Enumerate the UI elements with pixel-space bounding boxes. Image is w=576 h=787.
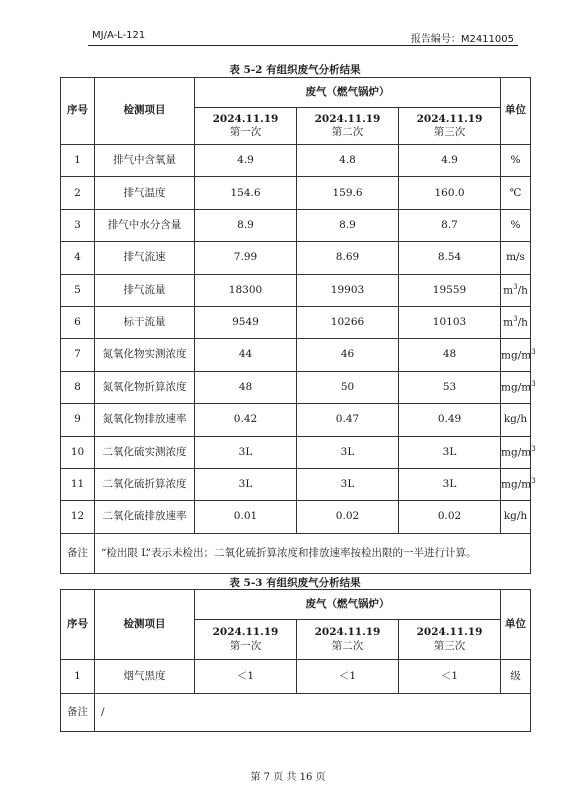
table-row [61, 660, 531, 694]
value-cell: ＜1 [399, 660, 501, 694]
value-cell: 19559 [399, 274, 501, 306]
seq-cell: 10 [61, 436, 95, 468]
unit-cell: kg/h [501, 501, 531, 533]
value-cell: 19903 [297, 274, 399, 306]
value-cell: 8.69 [297, 242, 399, 274]
seq-cell: 12 [61, 501, 95, 533]
seq-cell: 1 [61, 145, 95, 177]
table-row [61, 339, 531, 371]
item-cell: 氮氧化物排放速率 [95, 404, 195, 436]
table2-run-header: 2024.11.19 第一次 [195, 620, 297, 660]
item-cell: 二氧化硫排放速率 [95, 501, 195, 533]
table2-item-header: 检测项目 [95, 590, 195, 660]
item-cell: 二氧化硫折算浓度 [95, 468, 195, 500]
table1-run-header: 2024.11.19 第一次 [195, 108, 297, 145]
table-row [61, 371, 531, 403]
item-cell: 二氧化硫实测浓度 [95, 436, 195, 468]
table-row [61, 209, 531, 241]
report-number: 报告编号：M2411005 [410, 34, 514, 45]
table1-run-header: 2024.11.19 第三次 [399, 108, 501, 145]
table-row [61, 468, 531, 500]
doc-code: MJ/A-L-121 [92, 30, 146, 41]
value-cell: 18300 [195, 274, 297, 306]
item-cell: 排气流速 [95, 242, 195, 274]
seq-cell: 4 [61, 242, 95, 274]
value-cell: 0.01 [195, 501, 297, 533]
seq-cell: 9 [61, 404, 95, 436]
unit-cell: % [501, 209, 531, 241]
item-cell: 排气流量 [95, 274, 195, 306]
seq-cell: 6 [61, 306, 95, 338]
item-cell: 排气温度 [95, 177, 195, 209]
table2-unit-header: 单位 [501, 590, 531, 660]
value-cell: 3L [297, 436, 399, 468]
unit-cell: $m^3/h$ [501, 274, 531, 306]
table-row [61, 436, 531, 468]
table1-group-header: 废气（燃气锅炉） [195, 78, 501, 108]
unit-cell: kg/h [501, 404, 531, 436]
table2 [60, 589, 531, 732]
table-row [61, 177, 531, 209]
table2-seq-header: 序号 [61, 590, 95, 660]
table1-run-header: 2024.11.19 第二次 [297, 108, 399, 145]
unit-cell: % [501, 145, 531, 177]
header-rule [88, 45, 518, 46]
value-cell: 53 [399, 371, 501, 403]
table1-note-label: 备注 [61, 533, 95, 573]
value-cell: 0.02 [399, 501, 501, 533]
value-cell: 3L [399, 468, 501, 500]
item-cell: 排气中含氧量 [95, 145, 195, 177]
unit-cell: m/s [501, 242, 531, 274]
value-cell: 3L [195, 436, 297, 468]
value-cell: 46 [297, 339, 399, 371]
value-cell: 44 [195, 339, 297, 371]
value-cell: 48 [195, 371, 297, 403]
value-cell: 0.49 [399, 404, 501, 436]
table-row [61, 242, 531, 274]
seq-cell: 8 [61, 371, 95, 403]
table1-item-header: 检测项目 [95, 78, 195, 145]
seq-cell: 11 [61, 468, 95, 500]
unit-cell: $m^3/h$ [501, 306, 531, 338]
table1-note-text: “检出限 L”表示未检出；二氧化硫折算浓度和排放速率按检出限的一半进行计算。 [95, 533, 531, 573]
table2-note-label: 备注 [61, 694, 95, 732]
value-cell: 0.42 [195, 404, 297, 436]
value-cell: 8.9 [195, 209, 297, 241]
table1-seq-header: 序号 [61, 78, 95, 145]
unit-cell: $mg/m^3$ [501, 436, 531, 468]
seq-cell: 7 [61, 339, 95, 371]
item-cell: 氮氧化物折算浓度 [95, 371, 195, 403]
value-cell: 10103 [399, 306, 501, 338]
value-cell: 50 [297, 371, 399, 403]
table2-note-text: / [95, 694, 531, 732]
value-cell: 9549 [195, 306, 297, 338]
value-cell: 160.0 [399, 177, 501, 209]
seq-cell: 2 [61, 177, 95, 209]
item-cell: 烟气黑度 [95, 660, 195, 694]
value-cell: 4.9 [399, 145, 501, 177]
seq-cell: 5 [61, 274, 95, 306]
table1-unit-header: 单位 [501, 78, 531, 145]
table-row [61, 501, 531, 533]
value-cell: 0.02 [297, 501, 399, 533]
value-cell: 154.6 [195, 177, 297, 209]
value-cell: 4.8 [297, 145, 399, 177]
table1-title: 表 5-2 有组织废气分析结果 [229, 64, 361, 76]
value-cell: 0.47 [297, 404, 399, 436]
item-cell: 排气中水分含量 [95, 209, 195, 241]
table-row [61, 145, 531, 177]
unit-cell: $mg/m^3$ [501, 371, 531, 403]
value-cell: 10266 [297, 306, 399, 338]
unit-cell: ℃ [501, 177, 531, 209]
table2-run-header: 2024.11.19 第二次 [297, 620, 399, 660]
value-cell: 8.7 [399, 209, 501, 241]
value-cell: 8.54 [399, 242, 501, 274]
seq-cell: 1 [61, 660, 95, 694]
table-row [61, 404, 531, 436]
value-cell: 3L [195, 468, 297, 500]
table1 [60, 77, 536, 574]
value-cell: 159.6 [297, 177, 399, 209]
seq-cell: 3 [61, 209, 95, 241]
item-cell: 标干流量 [95, 306, 195, 338]
value-cell: 4.9 [195, 145, 297, 177]
value-cell: 3L [399, 436, 501, 468]
table2-run-header: 2024.11.19 第三次 [399, 620, 501, 660]
value-cell: ＜1 [297, 660, 399, 694]
unit-cell: $mg/m^3$ [501, 339, 531, 371]
item-cell: 氮氧化物实测浓度 [95, 339, 195, 371]
table2-group-header: 废气（燃气锅炉） [195, 590, 501, 620]
unit-cell: 级 [501, 660, 531, 694]
table-row [61, 306, 531, 338]
value-cell: ＜1 [195, 660, 297, 694]
page-number: 第 7 页 共 16 页 [250, 772, 326, 783]
unit-cell: $mg/m^3$ [501, 468, 531, 500]
table-row [61, 274, 531, 306]
value-cell: 3L [297, 468, 399, 500]
value-cell: 48 [399, 339, 501, 371]
value-cell: 8.9 [297, 209, 399, 241]
table2-title: 表 5-3 有组织废气分析结果 [229, 577, 361, 589]
value-cell: 7.99 [195, 242, 297, 274]
